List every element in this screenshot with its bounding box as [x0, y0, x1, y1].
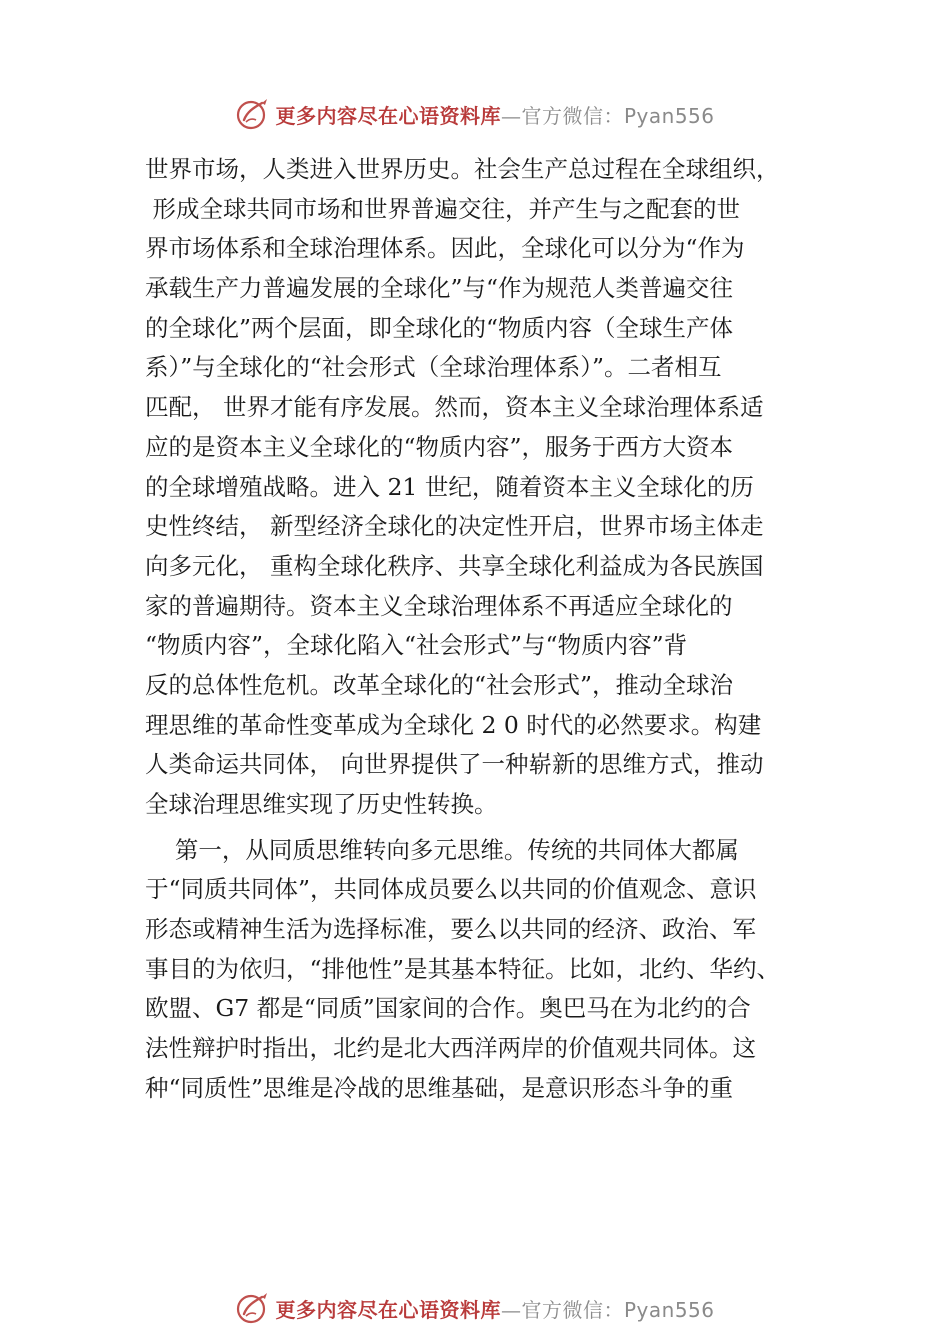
text-line: 形成全球共同市场和世界普遍交往，并产生与之配套的世 — [145, 194, 740, 223]
pen-logo-icon — [235, 96, 271, 132]
document-body — [145, 150, 825, 1109]
footer-banner — [0, 1288, 950, 1328]
text-line: 应的是资本主义全球化的“物质内容”，服务于西方大资本 — [145, 432, 734, 461]
text-line: 于“同质共同体”，共同体成员要么以共同的价值观念、意识 — [145, 875, 757, 904]
text-line: 形态或精神生活为选择标准，要么以共同的经济、政治、军 — [145, 915, 756, 944]
text-line: 种“同质性”思维是冷战的思维基础，是意识形态斗争的重 — [145, 1073, 734, 1102]
text-line: 界市场体系和全球治理体系。因此，全球化可以分为“作为 — [145, 234, 745, 263]
pen-logo-icon — [235, 1290, 271, 1326]
text-line: 家的普遍期待。资本主义全球治理体系不再适应全球化的 — [145, 591, 733, 620]
text-line: 的全球增殖战略。进入 21 世纪，随着资本主义全球化的历 — [145, 472, 754, 501]
text-line: 法性辩护时指出，北约是北大西洋两岸的价值观共同体。这 — [145, 1034, 756, 1063]
text-line: 全球治理思维实现了历史性转换。 — [145, 790, 498, 818]
text-line: 承载生产力普遍发展的全球化”与“作为规范人类普遍交往 — [145, 274, 734, 303]
footer-banner-text — [275, 1294, 714, 1323]
text-line: 向多元化， 重构全球化秩序、共享全球化利益成为各民族国 — [145, 551, 764, 580]
text-line: 第一，从同质思维转向多元思维。传统的共同体大都属 — [145, 835, 739, 864]
text-line: 反的总体性危机。改革全球化的“社会形式”，推动全球治 — [145, 670, 734, 699]
footer-brand-text: 更多内容尽在心语资料库 — [275, 1297, 501, 1322]
text-line: 匹配， 世界才能有序发展。然而，资本主义全球治理体系适 — [145, 393, 764, 422]
paragraph-1 — [145, 150, 825, 825]
paragraph-2 — [145, 831, 825, 1109]
text-line: 人类命运共同体， 向世界提供了一种崭新的思维方式，推动 — [145, 750, 764, 779]
text-line: 欧盟、G7 都是“同质”国家间的合作。奥巴马在为北约的合 — [145, 994, 751, 1023]
header-banner — [0, 94, 950, 134]
header-wechat-label: —官方微信：Pyan556 — [500, 103, 715, 128]
text-line: 系）”与全球化的“社会形式（全球治理体系）”。二者相互 — [145, 353, 722, 382]
text-line: “物质内容”，全球化陷入“社会形式”与“物质内容”背 — [145, 631, 688, 660]
footer-wechat-label: —官方微信：Pyan556 — [500, 1297, 715, 1322]
text-line: 事目的为依归，“排他性”是其基本特征。比如，北约、华约、 — [145, 954, 781, 983]
text-line: 理思维的革命性变革成为全球化 2 0 时代的必然要求。构建 — [145, 710, 762, 739]
header-banner-text — [275, 100, 714, 129]
header-wechat-id: Pyan556 — [623, 103, 715, 128]
text-line: 史性终结， 新型经济全球化的决定性开启，世界市场主体走 — [145, 512, 764, 541]
header-brand-text: 更多内容尽在心语资料库 — [275, 103, 501, 128]
text-line: 世界市场，人类进入世界历史。社会生产总过程在全球组织， — [145, 155, 780, 183]
footer-wechat-id: Pyan556 — [623, 1297, 715, 1322]
text-line: 的全球化”两个层面，即全球化的“物质内容（全球生产体 — [145, 313, 734, 342]
